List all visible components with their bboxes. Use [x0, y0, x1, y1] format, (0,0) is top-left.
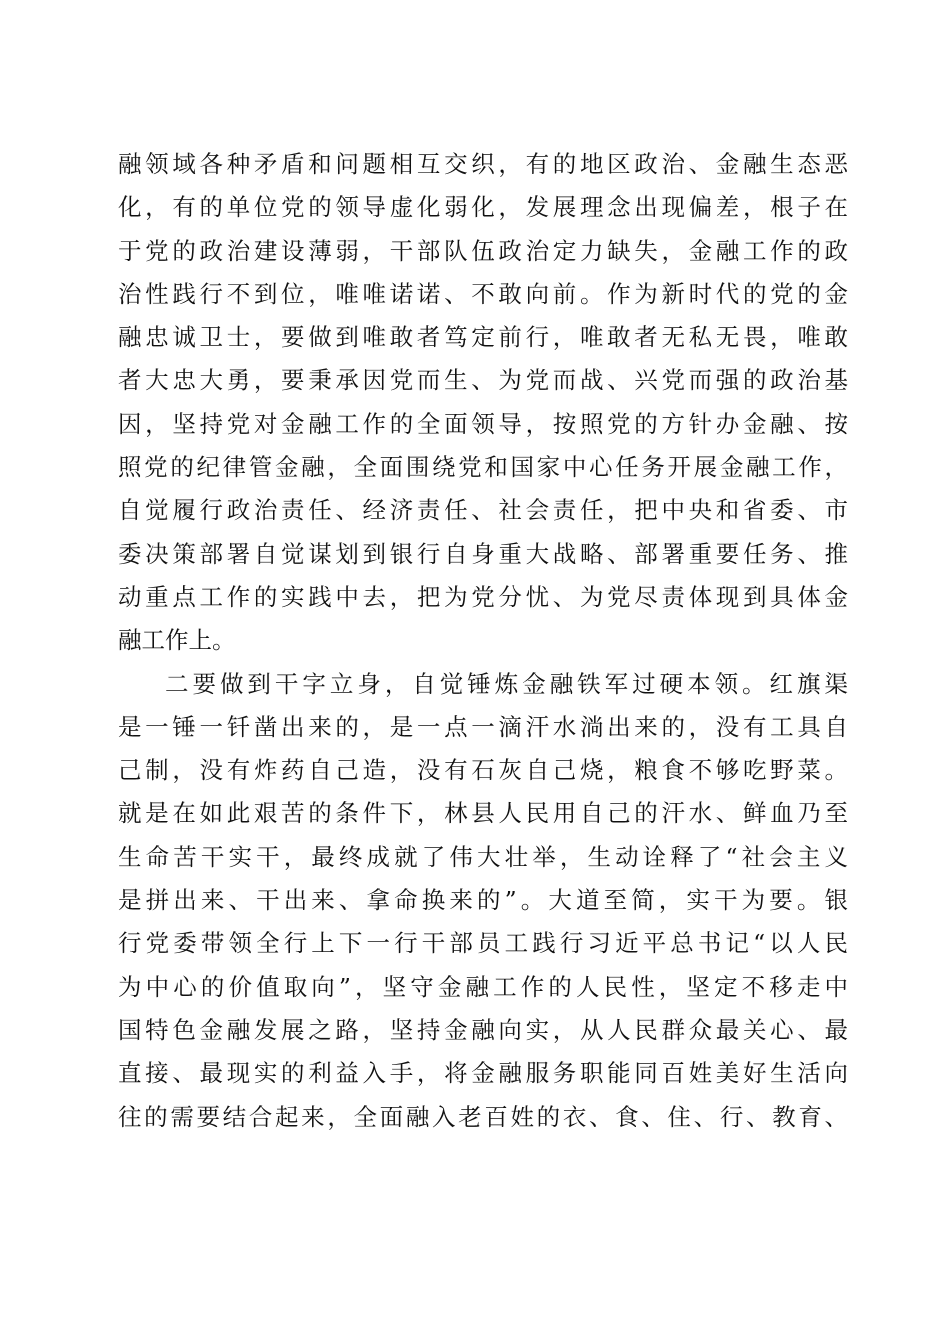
text-line: 二要做到干字立身，自觉锤炼金融铁军过硬本领。红旗渠	[165, 669, 848, 698]
text-line: 化，有的单位党的领导虚化弱化，发展理念出现偏差，根子在	[118, 193, 848, 222]
text-line: 是一锤一钎凿出来的，是一点一滴汗水淌出来的，没有工具自	[118, 712, 848, 741]
text-line: 己制，没有炸药自己造，没有石灰自己烧，粮食不够吃野菜。	[118, 756, 848, 785]
text-line: 因，坚持党对金融工作的全面领导，按照党的方针办金融、按	[118, 409, 848, 438]
text-line: 融忠诚卫士，要做到唯敢者笃定前行，唯敢者无私无畏，唯敢	[118, 323, 848, 352]
text-line: 直接、最现实的利益入手，将金融服务职能同百姓美好生活向	[118, 1059, 848, 1088]
text-line: 委决策部署自觉谋划到银行自身重大战略、部署重要任务、推	[118, 539, 848, 568]
text-line: 就是在如此艰苦的条件下，林县人民用自己的汗水、鲜血乃至	[118, 799, 848, 828]
text-line: 是拼出来、干出来、拿命换来的”。大道至简，实干为要。银	[118, 886, 848, 915]
text-line: 动重点工作的实践中去，把为党分忧、为党尽责体现到具体金	[118, 582, 848, 611]
text-line: 往的需要结合起来，全面融入老百姓的衣、食、住、行、教育、	[118, 1102, 848, 1131]
text-line: 于党的政治建设薄弱，干部队伍政治定力缺失，金融工作的政	[118, 236, 848, 265]
text-line: 照党的纪律管金融，全面围绕党和国家中心任务开展金融工作，	[118, 453, 848, 482]
text-line: 者大忠大勇，要秉承因党而生、为党而战、兴党而强的政治基	[118, 366, 848, 395]
body-text	[118, 143, 848, 1139]
text-line: 生命苦干实干，最终成就了伟大壮举，生动诠释了“社会主义	[118, 842, 848, 871]
text-line: 行党委带领全行上下一行干部员工践行习近平总书记“以人民	[118, 929, 848, 958]
paragraph-2	[118, 663, 848, 1139]
text-line: 治性践行不到位，唯唯诺诺、不敢向前。作为新时代的党的金	[118, 279, 848, 308]
paragraph-1	[118, 143, 848, 663]
text-line: 融领域各种矛盾和问题相互交织，有的地区政治、金融生态恶	[118, 150, 848, 178]
text-line: 融工作上。	[118, 626, 236, 655]
text-line: 自觉履行政治责任、经济责任、社会责任，把中央和省委、市	[118, 496, 848, 525]
text-line: 为中心的价值取向”，坚守金融工作的人民性，坚定不移走中	[118, 972, 848, 1001]
text-line: 国特色金融发展之路，坚持金融向实，从人民群众最关心、最	[118, 1015, 848, 1044]
